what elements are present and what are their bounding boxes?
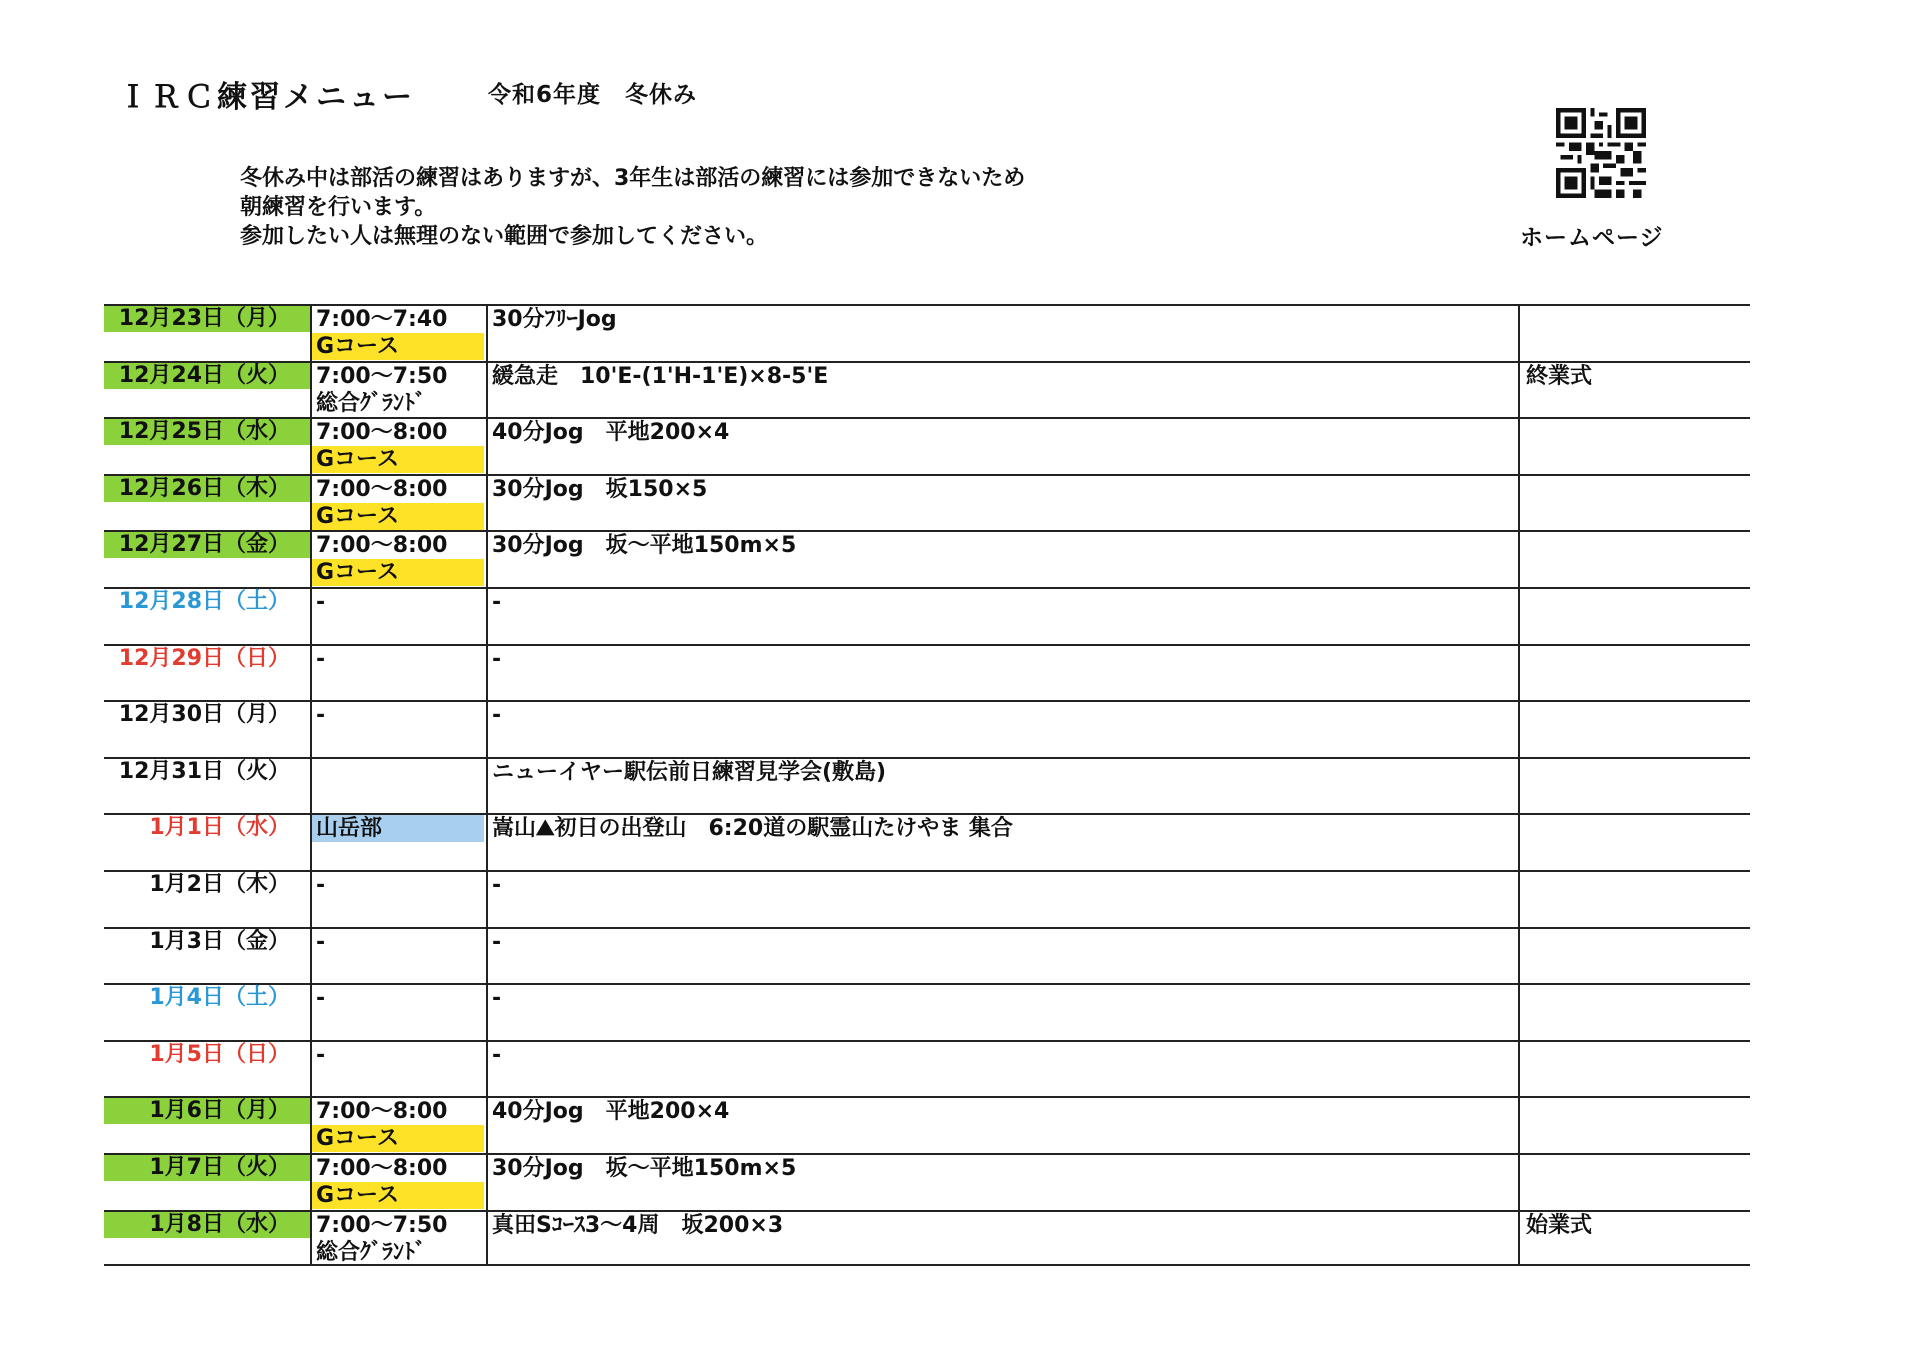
time-place-cell: [312, 702, 484, 756]
place-label: Gコース: [312, 446, 484, 473]
table-row: [104, 870, 1750, 927]
table-row: [104, 983, 1750, 1040]
time-place-cell: [312, 1042, 484, 1096]
note-cell: [1520, 759, 1748, 786]
menu-cell: -: [492, 589, 502, 615]
date-cell: 12月27日（金）: [104, 532, 310, 558]
intro-line: 参加したい人は無理のない範囲で参加してください。: [240, 224, 769, 249]
place-label: [312, 673, 484, 700]
time-label: 7:00～7:50: [316, 1212, 448, 1238]
note-cell: 終業式: [1526, 363, 1593, 389]
place-label: 総合ｸﾞﾗﾝﾄﾞ: [316, 390, 427, 416]
time-label: -: [316, 646, 326, 672]
time-place-cell: [312, 306, 484, 360]
note-cell: [1520, 476, 1748, 503]
place-label: [312, 786, 484, 813]
place-label: Gコース: [312, 1125, 484, 1152]
table-row: [104, 530, 1750, 587]
date-cell: 1月8日（水）: [104, 1212, 310, 1238]
note-cell: [1520, 1042, 1748, 1069]
intro-line: 朝練習を行います。: [240, 195, 437, 220]
table-row: [104, 1040, 1750, 1097]
note-cell: [1520, 702, 1748, 729]
date-cell: 1月5日（日）: [149, 1041, 290, 1067]
season-label: 令和6年度 冬休み: [488, 82, 698, 108]
time-place-cell: [312, 815, 484, 869]
menu-cell: ニューイヤー駅伝前日練習見学会(敷島): [492, 759, 887, 785]
time-place-cell: [312, 532, 484, 586]
time-label: -: [316, 986, 326, 1012]
time-place-cell: [312, 985, 484, 1039]
time-label: -: [316, 929, 326, 955]
time-place-cell: [312, 419, 484, 473]
date-cell: 12月23日（月）: [104, 306, 310, 332]
table-row: [104, 1096, 1750, 1153]
menu-cell: 嵩山⛰初日の出登山 6:20道の駅霊山たけやま 集合: [492, 816, 1013, 842]
menu-cell: 30分Jog 坂150×5: [492, 476, 708, 502]
menu-cell: 40分Jog 平地200×4: [492, 420, 730, 446]
menu-cell: 緩急走 10'E-(1'H-1'E)×8-5'E: [492, 363, 829, 389]
time-label: 7:00～7:40: [316, 307, 448, 332]
table-row: [104, 587, 1750, 644]
place-label: [312, 1012, 484, 1039]
menu-cell: -: [492, 646, 502, 672]
table-row: [104, 474, 1750, 531]
qr-code-icon[interactable]: [1553, 108, 1649, 198]
menu-cell: 30分ﾌﾘｰJog: [492, 307, 617, 332]
note-cell: [1520, 419, 1748, 446]
time-label: -: [316, 872, 326, 898]
menu-cell: -: [492, 872, 502, 898]
time-place-cell: [312, 363, 484, 417]
table-row: [104, 361, 1750, 418]
table-row: [104, 417, 1750, 474]
table-row: [104, 927, 1750, 984]
table-row: [104, 304, 1750, 361]
menu-cell: 40分Jog 平地200×4: [492, 1099, 730, 1125]
intro-line: 冬休み中は部活の練習はありますが、3年生は部活の練習には参加できないため: [240, 166, 1026, 191]
intro-text: [240, 164, 1025, 251]
table-row: [104, 700, 1750, 757]
time-label: -: [316, 1042, 326, 1068]
menu-cell: -: [492, 929, 502, 955]
note-cell: [1520, 929, 1748, 956]
time-place-cell: [312, 589, 484, 643]
time-label: 7:00～8:00: [316, 1155, 448, 1181]
date-cell: 1月7日（火）: [104, 1155, 310, 1181]
table-row: [104, 1210, 1750, 1267]
table-row: [104, 813, 1750, 870]
date-cell: 12月24日（火）: [104, 363, 310, 389]
place-label: Gコース: [312, 1182, 484, 1209]
menu-cell: -: [492, 986, 502, 1012]
note-cell: [1520, 589, 1748, 616]
note-cell: [1520, 815, 1748, 842]
schedule-table: [104, 304, 1750, 1266]
date-cell: 12月25日（水）: [104, 419, 310, 445]
menu-cell: 30分Jog 坂～平地150m×5: [492, 533, 797, 559]
time-place-cell: [312, 476, 484, 530]
place-label: [312, 842, 484, 869]
time-label: [312, 759, 484, 786]
place-label: [312, 956, 484, 983]
time-label: -: [316, 589, 326, 615]
date-cell: 1月2日（木）: [149, 871, 290, 897]
date-cell: 12月28日（土）: [118, 588, 290, 614]
page-title: ＩＲＣ練習メニュー: [118, 80, 415, 115]
note-cell: [1520, 1098, 1748, 1125]
time-place-cell: [312, 759, 484, 813]
place-label: Gコース: [312, 333, 484, 360]
menu-cell: -: [492, 703, 502, 729]
table-row: [104, 1153, 1750, 1210]
place-label: [312, 729, 484, 756]
time-label: -: [316, 703, 326, 729]
time-place-cell: [312, 1155, 484, 1209]
note-cell: [1520, 306, 1748, 333]
note-cell: [1520, 646, 1748, 673]
place-label: 総合ｸﾞﾗﾝﾄﾞ: [316, 1239, 427, 1265]
note-cell: [1520, 1155, 1748, 1182]
homepage-label: ホームページ: [1520, 225, 1664, 251]
date-cell: 1月1日（水）: [149, 815, 290, 841]
note-cell: [1520, 985, 1748, 1012]
time-label: 7:00～8:00: [316, 1099, 448, 1125]
time-place-cell: [312, 1098, 484, 1152]
date-cell: 1月3日（金）: [149, 928, 290, 954]
place-label: Gコース: [312, 503, 484, 530]
date-cell: 12月31日（火）: [118, 758, 290, 784]
note-cell: [1520, 532, 1748, 559]
time-place-cell: [312, 872, 484, 926]
time-label: 7:00～7:50: [316, 363, 448, 389]
time-place-cell: [312, 646, 484, 700]
place-label: [312, 899, 484, 926]
date-cell: 1月4日（土）: [149, 985, 290, 1011]
date-cell: 12月30日（月）: [118, 702, 290, 728]
place-label: Gコース: [312, 559, 484, 586]
menu-cell: -: [492, 1042, 502, 1068]
time-label: 7:00～8:00: [316, 476, 448, 502]
time-label: 7:00～8:00: [316, 533, 448, 559]
date-cell: 1月6日（月）: [104, 1098, 310, 1124]
time-label: 山岳部: [312, 815, 484, 842]
date-cell: 12月29日（日）: [118, 645, 290, 671]
note-cell: [1520, 872, 1748, 899]
date-cell: 12月26日（木）: [104, 476, 310, 502]
table-row: [104, 644, 1750, 701]
time-place-cell: [312, 929, 484, 983]
place-label: [312, 1069, 484, 1096]
time-label: 7:00～8:00: [316, 420, 448, 446]
time-place-cell: [312, 1212, 484, 1266]
note-cell: 始業式: [1526, 1212, 1593, 1238]
menu-cell: 30分Jog 坂～平地150m×5: [492, 1155, 797, 1181]
place-label: [312, 616, 484, 643]
table-row: [104, 757, 1750, 814]
menu-cell: 真田Sｺｰｽ3～4周 坂200×3: [492, 1212, 784, 1238]
